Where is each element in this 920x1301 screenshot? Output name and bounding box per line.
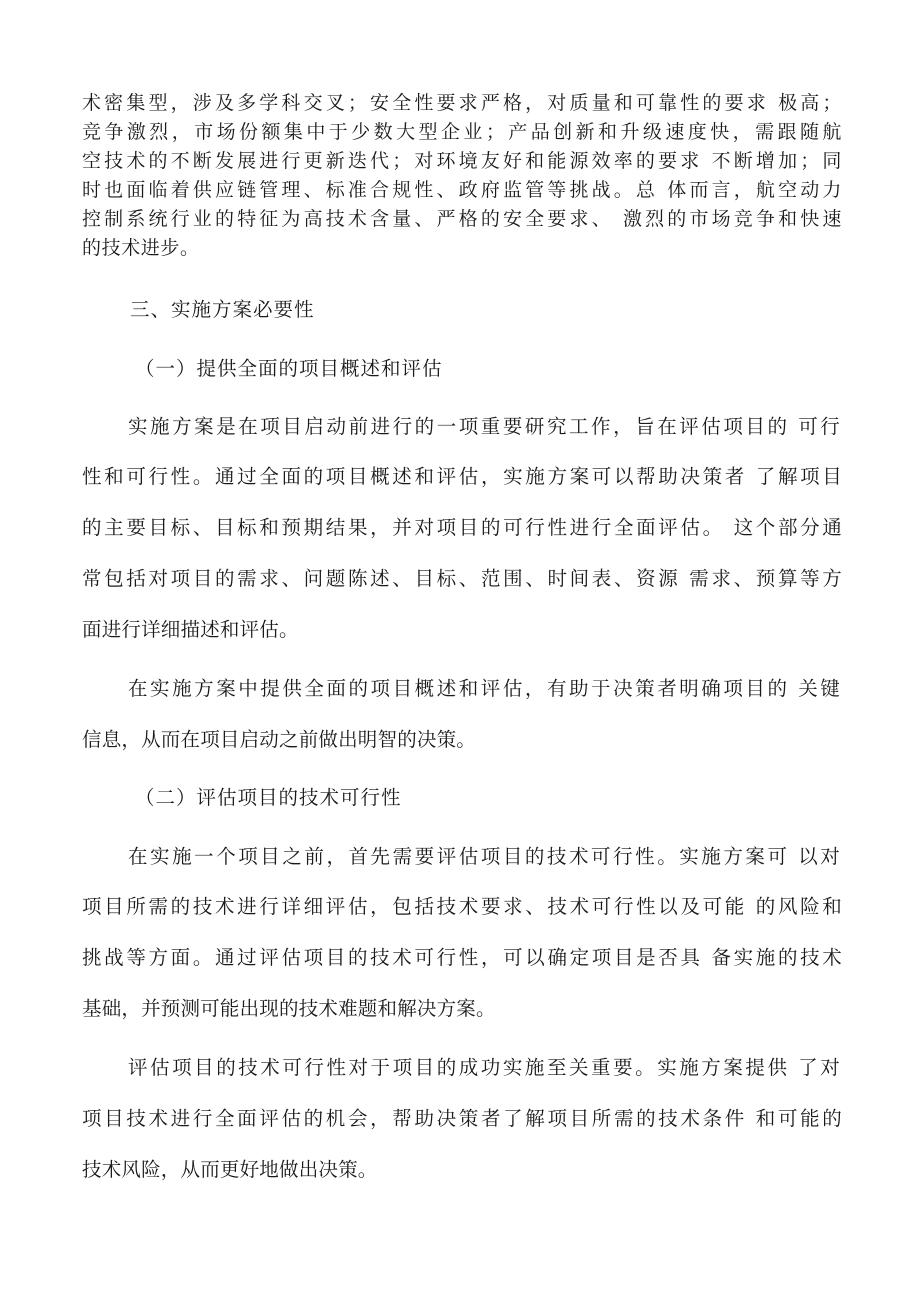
text-line: 术密集型，涉及多学科交叉；安全性要求严格，对质量和可靠性的要求 极高； [82,92,842,114]
subsection-heading: （一）提供全面的项目概述和评估 [135,357,443,380]
text-line: 在实施方案中提供全面的项目概述和评估，有助于决策者明确项目的 关键 [128,677,840,700]
text-line: 控制系统行业的特征为高技术含量、严格的安全要求、 激烈的市场竞争和快速 [82,208,842,230]
text-line: 实施方案是在项目启动前进行的一项重要研究工作，旨在评估项目的 可行 [128,415,840,438]
text-line: 项目所需的技术进行详细评估，包括技术要求、技术可行性以及可能 的风险和 [82,895,842,918]
text-line: 的技术进步。 [82,237,200,259]
text-line: 竞争激烈，市场份额集中于少数大型企业；产品创新和升级速度快，需跟随航 [82,121,842,143]
text-line: 常包括对项目的需求、问题陈述、目标、范围、时间表、资源 需求、预算等方 [82,567,842,590]
text-line: 基础，并预测可能出现的技术难题和解决方案。 [82,997,496,1020]
text-line: 技术风险，从而更好地做出决策。 [82,1158,378,1181]
subsection-heading: （二）评估项目的技术可行性 [135,786,402,809]
text-line: 评估项目的技术可行性对于项目的成功实施至关重要。实施方案提供 了对 [128,1056,840,1079]
text-line: 挑战等方面。通过评估项目的技术可行性，可以确定项目是否具 备实施的技术 [82,946,842,969]
text-line: 项目技术进行全面评估的机会，帮助决策者了解项目所需的技术条件 和可能的 [82,1107,842,1130]
text-line: 性和可行性。通过全面的项目概述和评估，实施方案可以帮助决策者 了解项目 [82,465,842,488]
text-line: 在实施一个项目之前，首先需要评估项目的技术可行性。实施方案可 以对 [128,845,840,868]
text-line: 的主要目标、目标和预期结果，并对项目的可行性进行全面评估。 这个部分通 [82,516,842,539]
text-line: 信息，从而在项目启动之前做出明智的决策。 [82,728,477,751]
text-line: 面进行详细描述和评估。 [82,618,299,641]
section-heading: 三、实施方案必要性 [130,298,315,321]
text-line: 空技术的不断发展进行更新迭代；对环境友好和能源效率的要求 不断增加；同 [82,150,842,172]
text-line: 时也面临着供应链管理、标准合规性、政府监管等挑战。总 体而言，航空动力 [82,179,842,201]
